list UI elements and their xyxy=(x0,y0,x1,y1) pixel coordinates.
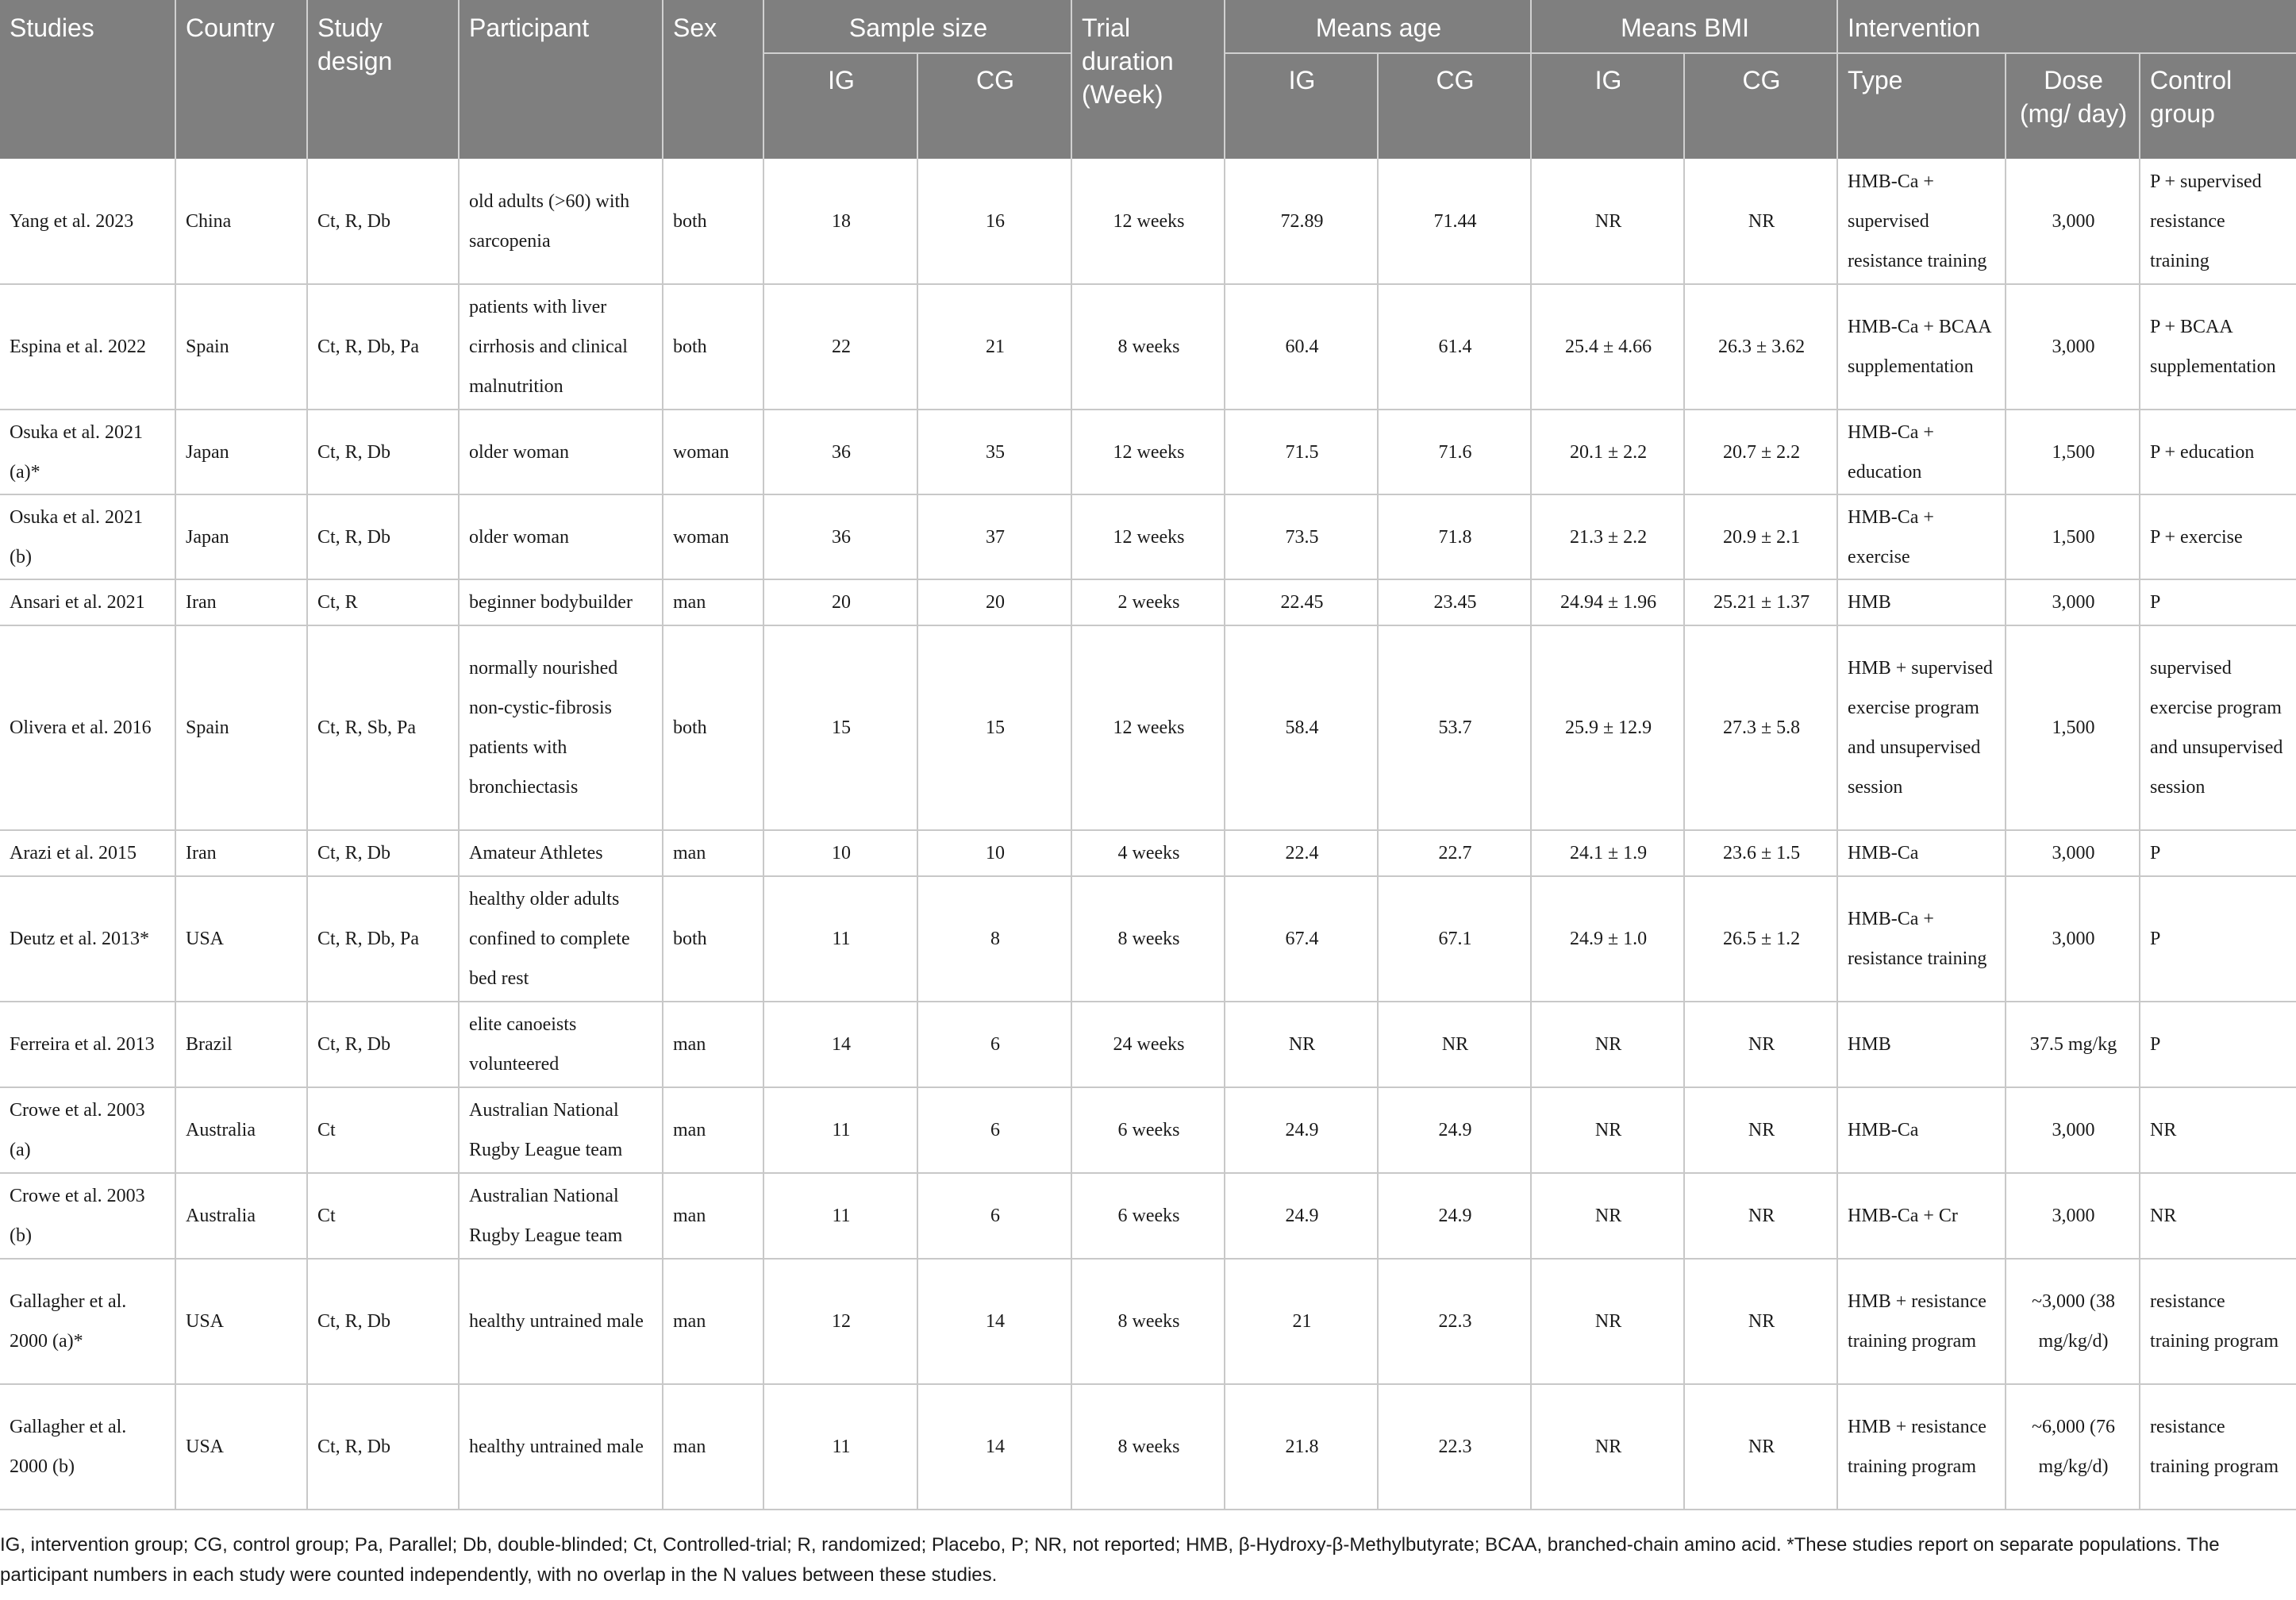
cell-duration: 6 weeks xyxy=(1071,1087,1225,1173)
cell-age-ig: 73.5 xyxy=(1225,494,1378,579)
cell-study: Gallagher et al. 2000 (b) xyxy=(0,1384,175,1510)
cell-age-cg: 71.6 xyxy=(1378,410,1531,494)
cell-design: Ct xyxy=(307,1173,459,1259)
cell-design: Ct, R, Db xyxy=(307,1259,459,1384)
table-row xyxy=(0,410,2296,494)
cell-age-cg: NR xyxy=(1378,1002,1531,1087)
cell-participant: Amateur Athletes xyxy=(459,830,663,876)
cell-bmi-cg: 27.3 ± 5.8 xyxy=(1684,625,1837,830)
cell-n-cg: 16 xyxy=(917,159,1071,284)
cell-participant: normally nourished non-cystic-fibrosis patients with bronchiectasis xyxy=(459,625,663,830)
cell-dose: 37.5 mg/kg xyxy=(2006,1002,2140,1087)
cell-bmi-cg: 25.21 ± 1.37 xyxy=(1684,579,1837,625)
cell-country: Spain xyxy=(175,625,307,830)
cell-control: P xyxy=(2140,1002,2296,1087)
cell-design: Ct, R, Db xyxy=(307,830,459,876)
cell-dose: 3,000 xyxy=(2006,876,2140,1002)
cell-dose: 3,000 xyxy=(2006,1173,2140,1259)
cell-age-cg: 71.44 xyxy=(1378,159,1531,284)
cell-bmi-cg: NR xyxy=(1684,159,1837,284)
cell-duration: 12 weeks xyxy=(1071,410,1225,494)
cell-age-cg: 22.3 xyxy=(1378,1384,1531,1510)
cell-participant: healthy untrained male xyxy=(459,1259,663,1384)
cell-duration: 4 weeks xyxy=(1071,830,1225,876)
header-age-cg: CG xyxy=(1378,53,1531,159)
cell-study: Osuka et al. 2021 (a)* xyxy=(0,410,175,494)
cell-country: Brazil xyxy=(175,1002,307,1087)
cell-dose: 1,500 xyxy=(2006,494,2140,579)
table-row xyxy=(0,830,2296,876)
cell-n-ig: 36 xyxy=(763,410,917,494)
table-row xyxy=(0,876,2296,1002)
cell-bmi-ig: 24.1 ± 1.9 xyxy=(1531,830,1684,876)
cell-study: Espina et al. 2022 xyxy=(0,284,175,410)
cell-bmi-ig: NR xyxy=(1531,1259,1684,1384)
cell-control: P + supervised resistance training xyxy=(2140,159,2296,284)
cell-participant: old adults (>60) with sarcopenia xyxy=(459,159,663,284)
cell-duration: 8 weeks xyxy=(1071,1259,1225,1384)
cell-bmi-cg: 20.7 ± 2.2 xyxy=(1684,410,1837,494)
cell-age-ig: NR xyxy=(1225,1002,1378,1087)
cell-duration: 12 weeks xyxy=(1071,625,1225,830)
cell-sex: man xyxy=(663,1002,763,1087)
cell-age-cg: 24.9 xyxy=(1378,1087,1531,1173)
cell-n-ig: 14 xyxy=(763,1002,917,1087)
cell-study: Olivera et al. 2016 xyxy=(0,625,175,830)
cell-n-cg: 15 xyxy=(917,625,1071,830)
cell-n-cg: 10 xyxy=(917,830,1071,876)
cell-control: P + education xyxy=(2140,410,2296,494)
cell-dose: 3,000 xyxy=(2006,579,2140,625)
cell-age-cg: 22.7 xyxy=(1378,830,1531,876)
cell-study: Ansari et al. 2021 xyxy=(0,579,175,625)
cell-study: Crowe et al. 2003 (b) xyxy=(0,1173,175,1259)
table-row xyxy=(0,1259,2296,1384)
cell-participant: patients with liver cirrhosis and clinical malnutrition xyxy=(459,284,663,410)
cell-n-cg: 14 xyxy=(917,1259,1071,1384)
header-country: Country xyxy=(175,0,307,159)
table-row xyxy=(0,625,2296,830)
cell-country: Iran xyxy=(175,579,307,625)
cell-participant: healthy untrained male xyxy=(459,1384,663,1510)
cell-study: Yang et al. 2023 xyxy=(0,159,175,284)
table-row xyxy=(0,284,2296,410)
table-footnote: IG, intervention group; CG, control group; Pa, Parallel; Db, double-blinded; Ct, Controlled-trial; R, randomized; Placebo, P; NR, not reported; HMB, β-Hydroxy-β-Methylbutyrate; BCAA, branched-chain amino acid. *These studies report on separate populations. The participant numbers in each study were counted independently, with no overlap in the N values between these studies. xyxy=(0,1534,2220,1586)
cell-bmi-ig: NR xyxy=(1531,1087,1684,1173)
cell-design: Ct, R, Db xyxy=(307,410,459,494)
header-studies: Studies xyxy=(0,0,175,159)
cell-n-ig: 15 xyxy=(763,625,917,830)
cell-duration: 8 weeks xyxy=(1071,284,1225,410)
cell-n-cg: 20 xyxy=(917,579,1071,625)
table-body xyxy=(0,159,2296,1510)
cell-sex: man xyxy=(663,1384,763,1510)
cell-type: HMB + resistance training program xyxy=(1837,1259,2006,1384)
cell-control: resistance training program xyxy=(2140,1259,2296,1384)
cell-design: Ct, R xyxy=(307,579,459,625)
cell-sex: man xyxy=(663,830,763,876)
cell-n-ig: 11 xyxy=(763,1384,917,1510)
header-bmi-cg: CG xyxy=(1684,53,1837,159)
header-control-group: Control group xyxy=(2140,53,2296,159)
cell-study: Osuka et al. 2021 (b) xyxy=(0,494,175,579)
cell-dose: 1,500 xyxy=(2006,410,2140,494)
cell-bmi-cg: NR xyxy=(1684,1087,1837,1173)
cell-age-cg: 53.7 xyxy=(1378,625,1531,830)
cell-n-cg: 21 xyxy=(917,284,1071,410)
cell-participant: elite canoeists volunteered xyxy=(459,1002,663,1087)
header-participant: Participant xyxy=(459,0,663,159)
cell-design: Ct, R, Db, Pa xyxy=(307,284,459,410)
table-row xyxy=(0,159,2296,284)
cell-participant: Australian National Rugby League team xyxy=(459,1087,663,1173)
cell-dose: ~6,000 (76 mg/kg/d) xyxy=(2006,1384,2140,1510)
cell-bmi-ig: 25.9 ± 12.9 xyxy=(1531,625,1684,830)
cell-sex: both xyxy=(663,159,763,284)
cell-n-cg: 14 xyxy=(917,1384,1071,1510)
header-trial-duration: Trial duration (Week) xyxy=(1071,0,1225,159)
cell-bmi-ig: NR xyxy=(1531,1173,1684,1259)
cell-age-ig: 24.9 xyxy=(1225,1087,1378,1173)
cell-control: NR xyxy=(2140,1087,2296,1173)
cell-design: Ct, R, Db xyxy=(307,494,459,579)
cell-control: P xyxy=(2140,579,2296,625)
cell-dose: ~3,000 (38 mg/kg/d) xyxy=(2006,1259,2140,1384)
table-row xyxy=(0,1384,2296,1510)
cell-bmi-cg: 26.3 ± 3.62 xyxy=(1684,284,1837,410)
cell-bmi-ig: NR xyxy=(1531,1002,1684,1087)
cell-bmi-ig: 21.3 ± 2.2 xyxy=(1531,494,1684,579)
header-study-design: Study design xyxy=(307,0,459,159)
cell-sex: both xyxy=(663,284,763,410)
cell-country: Japan xyxy=(175,494,307,579)
cell-control: P + BCAA supplementation xyxy=(2140,284,2296,410)
cell-n-ig: 22 xyxy=(763,284,917,410)
cell-control: NR xyxy=(2140,1173,2296,1259)
cell-study: Arazi et al. 2015 xyxy=(0,830,175,876)
cell-dose: 1,500 xyxy=(2006,625,2140,830)
cell-participant: older woman xyxy=(459,494,663,579)
cell-type: HMB-Ca + supervised resistance training xyxy=(1837,159,2006,284)
cell-duration: 12 weeks xyxy=(1071,494,1225,579)
header-sample-ig: IG xyxy=(763,53,917,159)
cell-n-ig: 10 xyxy=(763,830,917,876)
cell-bmi-ig: NR xyxy=(1531,159,1684,284)
cell-study: Crowe et al. 2003 (a) xyxy=(0,1087,175,1173)
cell-age-ig: 72.89 xyxy=(1225,159,1378,284)
cell-type: HMB-Ca xyxy=(1837,830,2006,876)
cell-sex: both xyxy=(663,876,763,1002)
cell-bmi-cg: 20.9 ± 2.1 xyxy=(1684,494,1837,579)
cell-sex: man xyxy=(663,1259,763,1384)
cell-bmi-ig: NR xyxy=(1531,1384,1684,1510)
header-sample-cg: CG xyxy=(917,53,1071,159)
cell-n-ig: 11 xyxy=(763,1173,917,1259)
cell-participant: older woman xyxy=(459,410,663,494)
cell-participant: healthy older adults confined to complete bed rest xyxy=(459,876,663,1002)
cell-n-ig: 18 xyxy=(763,159,917,284)
header-sample-size: Sample size xyxy=(763,0,1071,53)
cell-bmi-cg: 26.5 ± 1.2 xyxy=(1684,876,1837,1002)
cell-control: resistance training program xyxy=(2140,1384,2296,1510)
cell-bmi-cg: NR xyxy=(1684,1173,1837,1259)
cell-age-ig: 60.4 xyxy=(1225,284,1378,410)
cell-age-ig: 24.9 xyxy=(1225,1173,1378,1259)
cell-sex: both xyxy=(663,625,763,830)
cell-participant: beginner bodybuilder xyxy=(459,579,663,625)
cell-type: HMB + resistance training program xyxy=(1837,1384,2006,1510)
cell-study: Deutz et al. 2013* xyxy=(0,876,175,1002)
cell-age-ig: 21 xyxy=(1225,1259,1378,1384)
cell-country: USA xyxy=(175,876,307,1002)
cell-design: Ct, R, Db xyxy=(307,1002,459,1087)
cell-country: Iran xyxy=(175,830,307,876)
cell-type: HMB-Ca + Cr xyxy=(1837,1173,2006,1259)
cell-country: USA xyxy=(175,1259,307,1384)
cell-age-ig: 22.45 xyxy=(1225,579,1378,625)
header-sex: Sex xyxy=(663,0,763,159)
cell-study: Gallagher et al. 2000 (a)* xyxy=(0,1259,175,1384)
cell-duration: 8 weeks xyxy=(1071,1384,1225,1510)
cell-age-ig: 22.4 xyxy=(1225,830,1378,876)
header-age-ig: IG xyxy=(1225,53,1378,159)
header-intervention: Intervention xyxy=(1837,0,2296,53)
cell-country: China xyxy=(175,159,307,284)
cell-country: Australia xyxy=(175,1087,307,1173)
cell-dose: 3,000 xyxy=(2006,830,2140,876)
cell-n-cg: 6 xyxy=(917,1087,1071,1173)
cell-type: HMB xyxy=(1837,579,2006,625)
cell-design: Ct, R, Db xyxy=(307,1384,459,1510)
cell-bmi-ig: 25.4 ± 4.66 xyxy=(1531,284,1684,410)
cell-n-cg: 37 xyxy=(917,494,1071,579)
header-dose: Dose (mg/ day) xyxy=(2006,53,2140,159)
cell-bmi-cg: 23.6 ± 1.5 xyxy=(1684,830,1837,876)
header-means-age: Means age xyxy=(1225,0,1531,53)
header-means-bmi: Means BMI xyxy=(1531,0,1837,53)
cell-design: Ct, R, Sb, Pa xyxy=(307,625,459,830)
cell-age-ig: 67.4 xyxy=(1225,876,1378,1002)
cell-age-ig: 21.8 xyxy=(1225,1384,1378,1510)
cell-age-ig: 71.5 xyxy=(1225,410,1378,494)
cell-control: P xyxy=(2140,876,2296,1002)
cell-type: HMB xyxy=(1837,1002,2006,1087)
table-row xyxy=(0,494,2296,579)
cell-age-cg: 22.3 xyxy=(1378,1259,1531,1384)
cell-dose: 3,000 xyxy=(2006,159,2140,284)
cell-type: HMB-Ca + education xyxy=(1837,410,2006,494)
cell-type: HMB-Ca + BCAA supplementation xyxy=(1837,284,2006,410)
cell-type: HMB-Ca xyxy=(1837,1087,2006,1173)
cell-bmi-ig: 24.94 ± 1.96 xyxy=(1531,579,1684,625)
cell-duration: 2 weeks xyxy=(1071,579,1225,625)
cell-age-cg: 71.8 xyxy=(1378,494,1531,579)
cell-n-ig: 11 xyxy=(763,1087,917,1173)
cell-design: Ct, R, Db, Pa xyxy=(307,876,459,1002)
table-row xyxy=(0,1002,2296,1087)
cell-control: supervised exercise program and unsupervised session xyxy=(2140,625,2296,830)
cell-bmi-cg: NR xyxy=(1684,1002,1837,1087)
cell-sex: woman xyxy=(663,410,763,494)
cell-type: HMB + supervised exercise program and unsupervised session xyxy=(1837,625,2006,830)
cell-n-cg: 8 xyxy=(917,876,1071,1002)
cell-age-ig: 58.4 xyxy=(1225,625,1378,830)
header-type: Type xyxy=(1837,53,2006,159)
cell-country: Japan xyxy=(175,410,307,494)
cell-dose: 3,000 xyxy=(2006,284,2140,410)
table-header xyxy=(0,0,2296,159)
cell-sex: woman xyxy=(663,494,763,579)
cell-sex: man xyxy=(663,579,763,625)
cell-dose: 3,000 xyxy=(2006,1087,2140,1173)
cell-type: HMB-Ca + resistance training xyxy=(1837,876,2006,1002)
cell-duration: 24 weeks xyxy=(1071,1002,1225,1087)
cell-age-cg: 67.1 xyxy=(1378,876,1531,1002)
table-row xyxy=(0,579,2296,625)
cell-bmi-ig: 24.9 ± 1.0 xyxy=(1531,876,1684,1002)
cell-bmi-cg: NR xyxy=(1684,1384,1837,1510)
cell-country: Spain xyxy=(175,284,307,410)
cell-country: Australia xyxy=(175,1173,307,1259)
table-row xyxy=(0,1087,2296,1173)
cell-n-cg: 35 xyxy=(917,410,1071,494)
cell-n-ig: 36 xyxy=(763,494,917,579)
cell-duration: 8 weeks xyxy=(1071,876,1225,1002)
cell-n-cg: 6 xyxy=(917,1002,1071,1087)
cell-design: Ct, R, Db xyxy=(307,159,459,284)
cell-age-cg: 24.9 xyxy=(1378,1173,1531,1259)
cell-n-ig: 20 xyxy=(763,579,917,625)
cell-n-ig: 11 xyxy=(763,876,917,1002)
cell-n-ig: 12 xyxy=(763,1259,917,1384)
table-row xyxy=(0,1173,2296,1259)
cell-bmi-cg: NR xyxy=(1684,1259,1837,1384)
cell-control: P + exercise xyxy=(2140,494,2296,579)
cell-study: Ferreira et al. 2013 xyxy=(0,1002,175,1087)
cell-control: P xyxy=(2140,830,2296,876)
cell-bmi-ig: 20.1 ± 2.2 xyxy=(1531,410,1684,494)
cell-n-cg: 6 xyxy=(917,1173,1071,1259)
cell-age-cg: 61.4 xyxy=(1378,284,1531,410)
cell-country: USA xyxy=(175,1384,307,1510)
header-bmi-ig: IG xyxy=(1531,53,1684,159)
cell-participant: Australian National Rugby League team xyxy=(459,1173,663,1259)
cell-sex: man xyxy=(663,1087,763,1173)
cell-sex: man xyxy=(663,1173,763,1259)
cell-duration: 6 weeks xyxy=(1071,1173,1225,1259)
cell-age-cg: 23.45 xyxy=(1378,579,1531,625)
cell-design: Ct xyxy=(307,1087,459,1173)
cell-duration: 12 weeks xyxy=(1071,159,1225,284)
cell-type: HMB-Ca + exercise xyxy=(1837,494,2006,579)
